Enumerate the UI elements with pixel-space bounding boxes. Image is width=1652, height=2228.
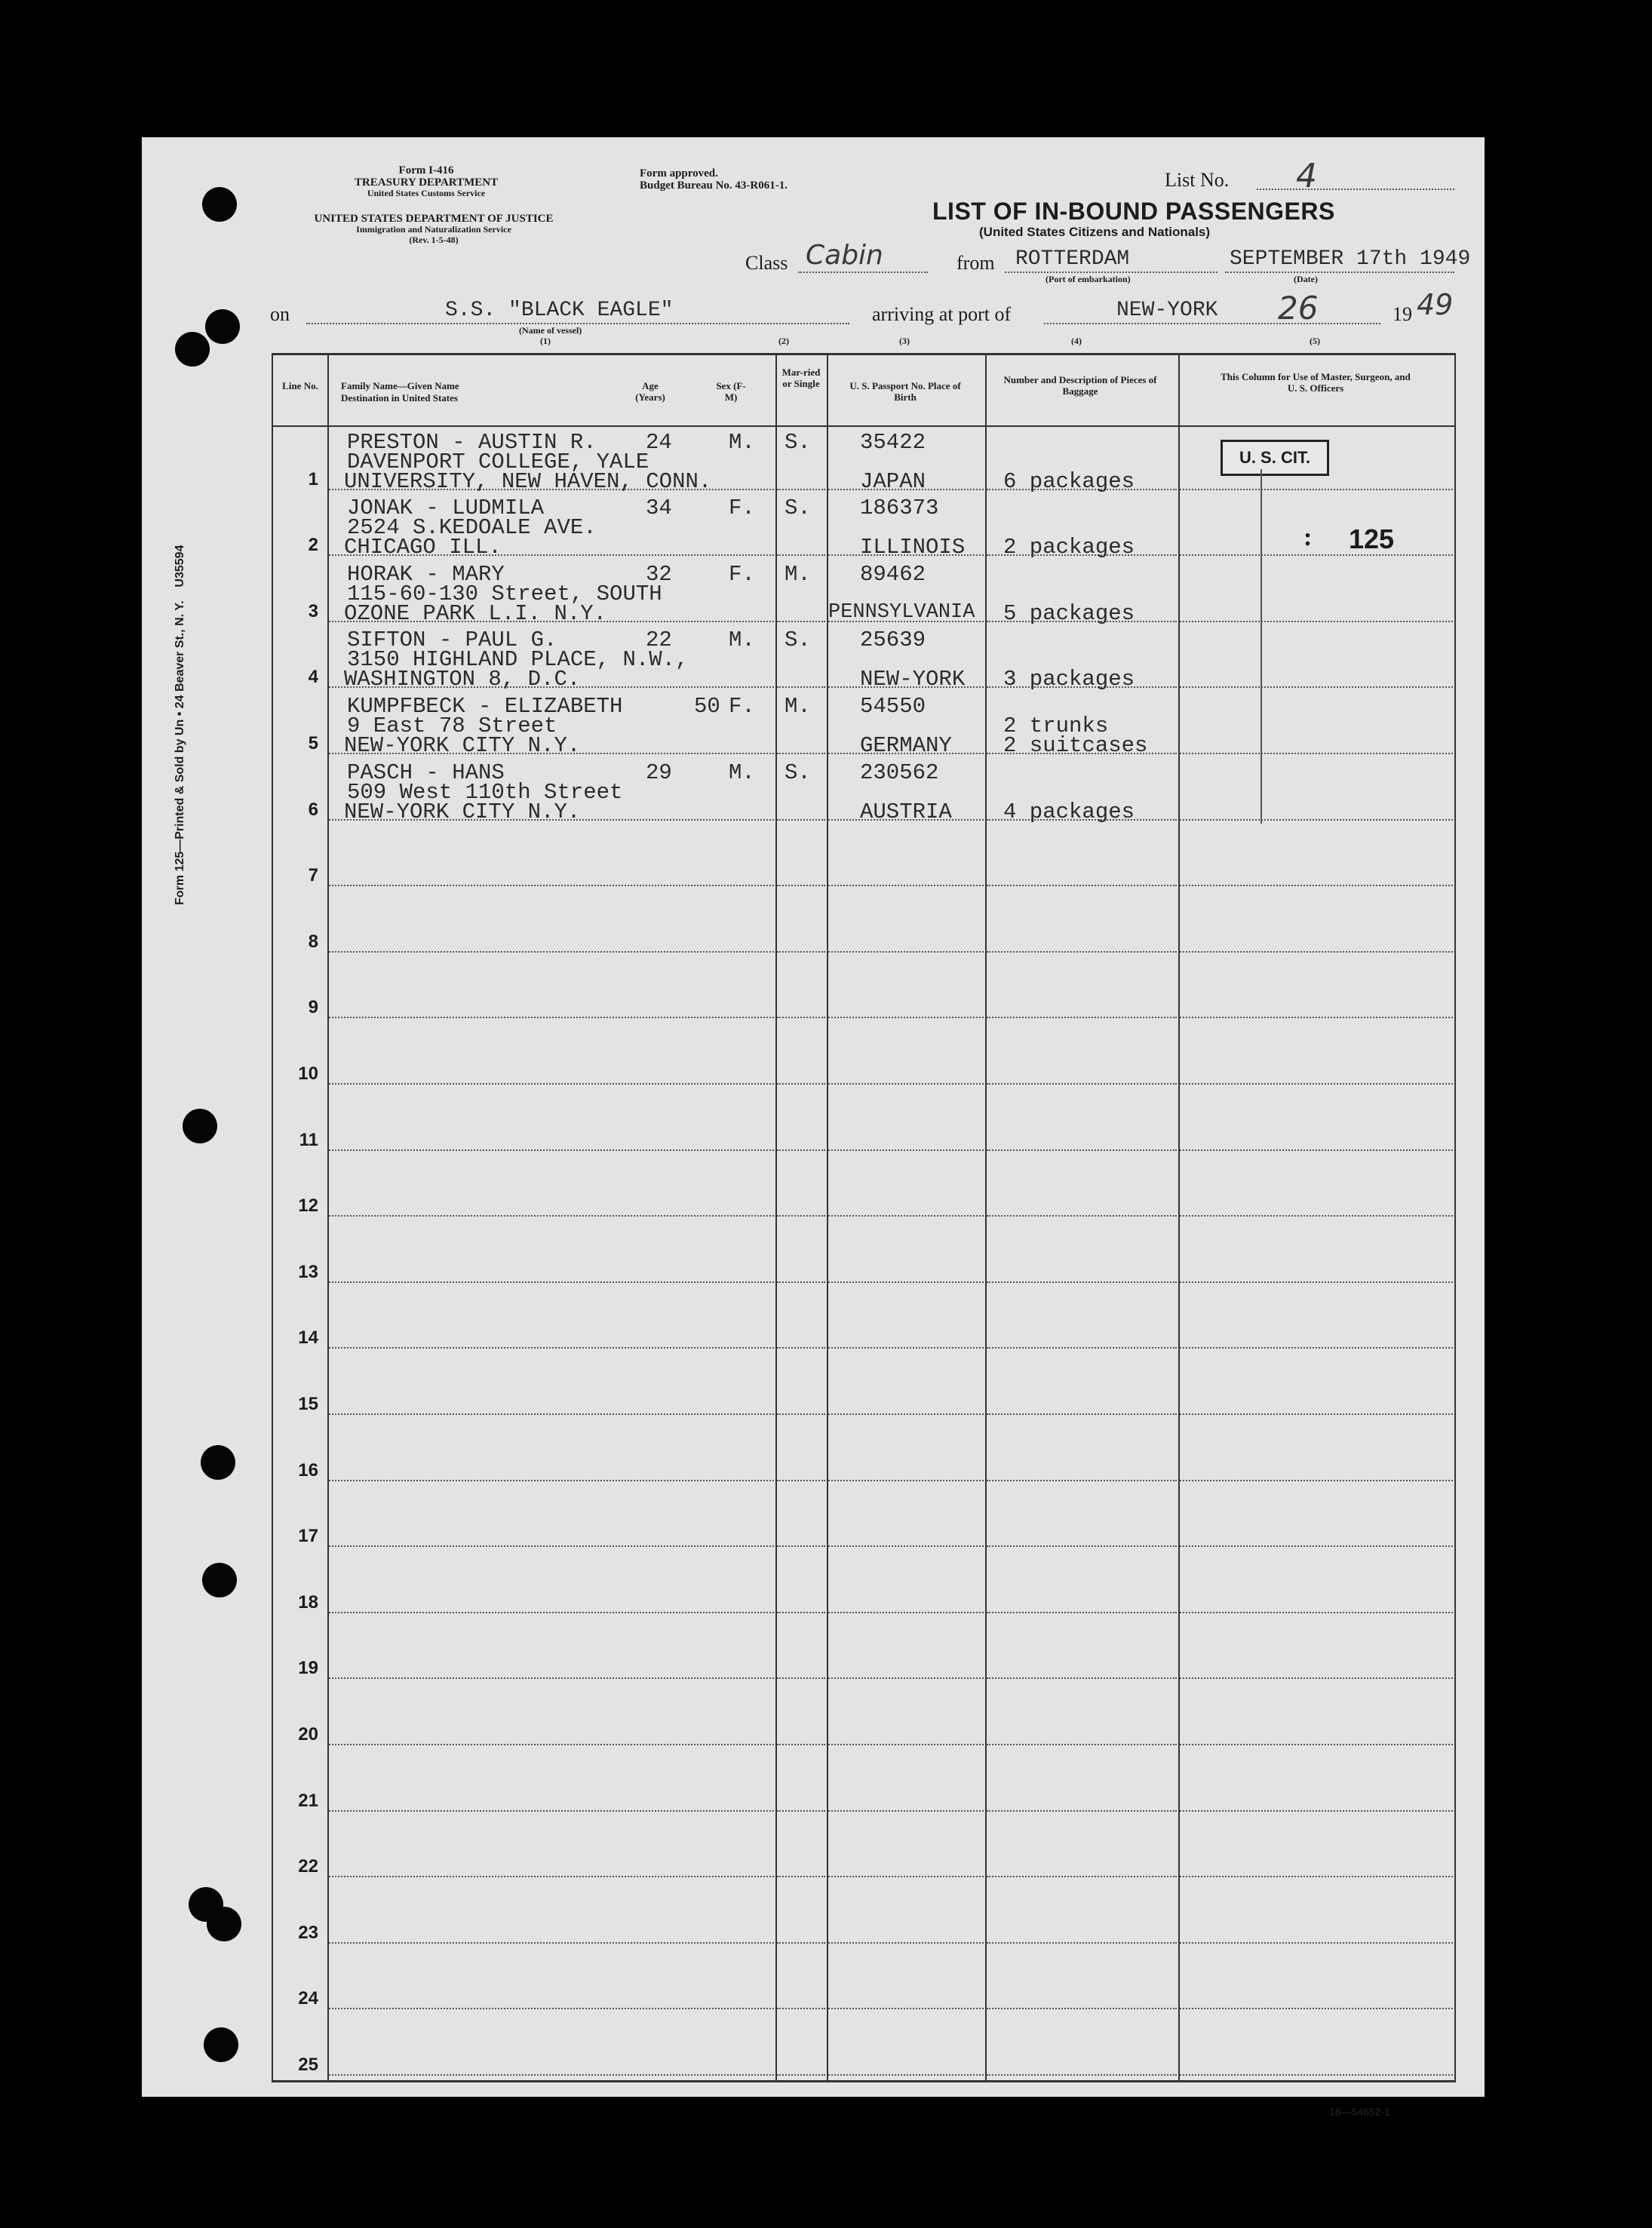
col-header-sex: Sex (F-M) bbox=[716, 380, 746, 403]
row-dotted-line bbox=[987, 1149, 1177, 1151]
col-header-line-no: Line No. bbox=[282, 380, 318, 391]
destination-line-1: 509 West 110th Street bbox=[347, 780, 623, 805]
passenger-name: HORAK - MARY bbox=[347, 562, 505, 587]
line-number: 13 bbox=[298, 1261, 318, 1282]
us-citizen-stamp: U. S. CIT. bbox=[1221, 440, 1329, 476]
arrival-line bbox=[1044, 323, 1380, 324]
class-line bbox=[798, 272, 928, 273]
row-dotted-line bbox=[777, 951, 825, 953]
row-dotted-line bbox=[329, 1942, 774, 1944]
passport-number: 25639 bbox=[860, 628, 926, 652]
row-dotted-line bbox=[1180, 1677, 1453, 1679]
row-dotted-line bbox=[828, 1612, 984, 1613]
passenger-name: PASCH - HANS bbox=[347, 760, 505, 785]
line-number: 15 bbox=[298, 1394, 318, 1414]
passenger-age: 34 bbox=[646, 496, 672, 520]
col-header-age: Age (Years) bbox=[635, 380, 665, 403]
row-dotted-line bbox=[828, 1744, 984, 1745]
vessel-name: S.S. "BLACK EAGLE" bbox=[445, 299, 674, 322]
passport-number: 54550 bbox=[860, 694, 926, 719]
form-approved: Form approved. bbox=[640, 167, 718, 180]
passenger-sex: M. bbox=[729, 760, 755, 785]
vessel-line bbox=[306, 323, 849, 324]
line-number: 22 bbox=[298, 1856, 318, 1877]
row-dotted-line bbox=[1180, 686, 1453, 688]
line-number: 1 bbox=[308, 468, 318, 489]
line-number: 7 bbox=[308, 865, 318, 886]
row-dotted-line bbox=[987, 1017, 1177, 1018]
col-num-5: (5) bbox=[1310, 336, 1320, 346]
place-of-birth: NEW-YORK bbox=[860, 667, 966, 692]
arriving-label: arriving at port of bbox=[872, 303, 1012, 325]
year-value: 49 bbox=[1417, 288, 1454, 321]
divider-passport bbox=[985, 353, 987, 2082]
list-no-value: 4 bbox=[1296, 157, 1317, 195]
baggage-line-2: 2 suitcases bbox=[1003, 733, 1148, 758]
row-dotted-line bbox=[777, 1942, 825, 1944]
row-dotted-line bbox=[329, 1810, 774, 1812]
row-dotted-line bbox=[828, 1017, 984, 1018]
row-dotted-line bbox=[1180, 1347, 1453, 1349]
border-left bbox=[272, 353, 273, 2082]
row-dotted-line bbox=[1180, 2008, 1453, 2009]
row-dotted-line bbox=[987, 1942, 1177, 1944]
row-dotted-line bbox=[329, 1876, 774, 1877]
row-dotted-line bbox=[777, 2074, 825, 2076]
row-dotted-line bbox=[1180, 1480, 1453, 1481]
officer-tally-line bbox=[1260, 469, 1262, 824]
destination-line-1: DAVENPORT COLLEGE, YALE bbox=[347, 450, 649, 474]
row-dotted-line bbox=[828, 1413, 984, 1415]
line-number: 8 bbox=[308, 931, 318, 952]
passenger-sex: F. bbox=[729, 496, 755, 520]
row-dotted-line bbox=[1180, 1413, 1453, 1415]
row-dotted-line bbox=[828, 1347, 984, 1349]
row-dotted-line bbox=[777, 621, 825, 622]
baggage-line-2: 3 packages bbox=[1003, 667, 1135, 692]
row-dotted-line bbox=[329, 1281, 774, 1283]
row-dotted-line bbox=[987, 1413, 1177, 1415]
row-dotted-line bbox=[777, 2008, 825, 2009]
passenger-status: S. bbox=[785, 430, 811, 455]
port-of-embarkation: ROTTERDAM bbox=[1015, 247, 1130, 271]
row-dotted-line bbox=[828, 2074, 984, 2076]
place-of-birth: PENNSYLVANIA bbox=[828, 601, 975, 624]
border-right bbox=[1454, 353, 1456, 2082]
row-dotted-line bbox=[777, 819, 825, 821]
line-number: 5 bbox=[308, 733, 318, 753]
revision: (Rev. 1-5-48) bbox=[409, 235, 459, 245]
col-header-married: Mar-ried or Single bbox=[781, 367, 821, 389]
table-bottom-border bbox=[272, 2080, 1456, 2082]
arrival-port: NEW-YORK bbox=[1116, 299, 1218, 322]
line-number: 25 bbox=[298, 2055, 318, 2075]
row-dotted-line bbox=[777, 554, 825, 556]
col-num-4: (4) bbox=[1071, 336, 1082, 346]
passenger-name: KUMPFBECK - ELIZABETH bbox=[347, 694, 623, 719]
row-dotted-line bbox=[777, 1149, 825, 1151]
line-number: 17 bbox=[298, 1526, 318, 1547]
passenger-age: 22 bbox=[646, 628, 672, 652]
row-dotted-line bbox=[329, 951, 774, 953]
footer-code: 16—54652-1 bbox=[1329, 2106, 1390, 2118]
arrival-day: 26 bbox=[1278, 290, 1319, 327]
baggage-line-1: 2 trunks bbox=[1003, 714, 1109, 738]
passenger-sex: F. bbox=[729, 694, 755, 719]
list-no-label: List No. bbox=[1165, 169, 1230, 191]
port-caption: (Port of embarkation) bbox=[1046, 274, 1131, 284]
row-dotted-line bbox=[828, 1942, 984, 1944]
passenger-age: 24 bbox=[646, 430, 672, 455]
divider-name bbox=[775, 353, 777, 2082]
colon-mark: : bbox=[1303, 523, 1313, 551]
customs-service: United States Customs Service bbox=[367, 188, 486, 198]
row-dotted-line bbox=[987, 1810, 1177, 1812]
divider-line-no bbox=[327, 353, 329, 2082]
officer-count: 125 bbox=[1349, 523, 1395, 554]
line-number: 9 bbox=[308, 997, 318, 1018]
row-dotted-line bbox=[329, 885, 774, 886]
row-dotted-line bbox=[987, 1347, 1177, 1349]
row-dotted-line bbox=[1180, 1017, 1453, 1018]
destination-line-1: 3150 HIGHLAND PLACE, N.W., bbox=[347, 647, 689, 672]
row-dotted-line bbox=[987, 885, 1177, 886]
row-dotted-line bbox=[329, 1149, 774, 1151]
row-dotted-line bbox=[777, 1744, 825, 1745]
line-number: 6 bbox=[308, 799, 318, 820]
place-of-birth: JAPAN bbox=[860, 469, 926, 494]
line-number: 3 bbox=[308, 600, 318, 621]
table-top-border bbox=[272, 353, 1456, 355]
destination-line-2: WASHINGTON 8, D.C. bbox=[344, 667, 581, 692]
row-dotted-line bbox=[1180, 1876, 1453, 1877]
row-dotted-line bbox=[987, 2074, 1177, 2076]
destination-line-1: 2524 S.KEDOALE AVE. bbox=[347, 515, 597, 540]
row-dotted-line bbox=[828, 1281, 984, 1283]
binder-hole bbox=[201, 1445, 235, 1480]
passenger-status: M. bbox=[785, 562, 811, 587]
row-dotted-line bbox=[777, 1347, 825, 1349]
line-number: 21 bbox=[298, 1790, 318, 1811]
row-dotted-line bbox=[828, 1677, 984, 1679]
treasury-department: TREASURY DEPARTMENT bbox=[354, 176, 499, 189]
row-dotted-line bbox=[828, 1149, 984, 1151]
row-dotted-line bbox=[1180, 1083, 1453, 1085]
passport-number: 230562 bbox=[860, 760, 939, 785]
port-line bbox=[1005, 272, 1218, 273]
row-dotted-line bbox=[329, 1612, 774, 1613]
date-caption: (Date) bbox=[1294, 274, 1318, 284]
row-dotted-line bbox=[828, 1876, 984, 1877]
form-number: Form I-416 bbox=[398, 164, 454, 176]
row-dotted-line bbox=[1180, 489, 1453, 490]
col-num-3: (3) bbox=[899, 336, 910, 346]
row-dotted-line bbox=[1180, 1942, 1453, 1944]
row-dotted-line bbox=[828, 1083, 984, 1085]
place-of-birth: AUSTRIA bbox=[860, 799, 952, 824]
passenger-name: SIFTON - PAUL G. bbox=[347, 628, 557, 652]
row-dotted-line bbox=[987, 951, 1177, 953]
row-dotted-line bbox=[329, 1017, 774, 1018]
on-label: on bbox=[270, 303, 290, 325]
baggage-line-2: 5 packages bbox=[1003, 601, 1135, 626]
row-dotted-line bbox=[329, 1545, 774, 1547]
row-dotted-line bbox=[987, 1612, 1177, 1613]
row-dotted-line bbox=[329, 1413, 774, 1415]
vessel-caption: (Name of vessel) bbox=[519, 325, 582, 336]
line-number: 4 bbox=[308, 667, 318, 688]
row-dotted-line bbox=[987, 1876, 1177, 1877]
passenger-sex: M. bbox=[729, 430, 755, 455]
row-dotted-line bbox=[777, 885, 825, 886]
row-dotted-line bbox=[329, 1215, 774, 1217]
manifest-page bbox=[142, 137, 1485, 2097]
passport-number: 186373 bbox=[860, 496, 939, 520]
destination-line-2: OZONE PARK L.I. N.Y. bbox=[344, 601, 607, 626]
row-dotted-line bbox=[777, 1545, 825, 1547]
line-number: 10 bbox=[298, 1063, 318, 1084]
row-dotted-line bbox=[987, 1083, 1177, 1085]
line-number: 11 bbox=[299, 1129, 318, 1150]
form-subtitle: (United States Citizens and Nationals) bbox=[979, 225, 1211, 239]
row-dotted-line bbox=[777, 753, 825, 754]
row-dotted-line bbox=[1180, 819, 1453, 821]
col-header-officers: This Column for Use of Master, Surgeon, and U. S. Officers bbox=[1221, 371, 1411, 394]
row-dotted-line bbox=[329, 1480, 774, 1481]
row-dotted-line bbox=[777, 1612, 825, 1613]
binder-hole bbox=[207, 1907, 241, 1941]
baggage-line-2: 6 packages bbox=[1003, 469, 1135, 494]
row-dotted-line bbox=[828, 951, 984, 953]
row-dotted-line bbox=[1180, 1215, 1453, 1217]
passenger-age: 29 bbox=[646, 760, 672, 785]
row-dotted-line bbox=[1180, 1810, 1453, 1812]
budget-bureau: Budget Bureau No. 43-R061-1. bbox=[640, 180, 788, 192]
passenger-status: S. bbox=[785, 760, 811, 785]
row-dotted-line bbox=[828, 1480, 984, 1481]
row-dotted-line bbox=[329, 1347, 774, 1349]
line-number: 2 bbox=[308, 535, 318, 556]
passenger-status: S. bbox=[785, 628, 811, 652]
date-line bbox=[1225, 272, 1454, 273]
row-dotted-line bbox=[329, 1744, 774, 1745]
line-number: 12 bbox=[298, 1195, 318, 1217]
passenger-status: S. bbox=[785, 496, 811, 520]
binder-hole bbox=[202, 1563, 237, 1597]
immigration-service: Immigration and Naturalization Service bbox=[356, 224, 511, 235]
row-dotted-line bbox=[987, 1215, 1177, 1217]
year-prefix: 19 bbox=[1393, 303, 1412, 325]
row-dotted-line bbox=[777, 686, 825, 688]
line-number: 16 bbox=[298, 1459, 318, 1481]
passenger-name: JONAK - LUDMILA bbox=[347, 496, 545, 520]
row-dotted-line bbox=[1180, 753, 1453, 754]
row-dotted-line bbox=[1180, 951, 1453, 953]
row-dotted-line bbox=[1180, 1281, 1453, 1283]
row-dotted-line bbox=[329, 2074, 774, 2076]
line-number: 23 bbox=[298, 1922, 318, 1943]
passenger-name: PRESTON - AUSTIN R. bbox=[347, 430, 597, 455]
destination-line-1: 115-60-130 Street, SOUTH bbox=[347, 582, 662, 606]
row-dotted-line bbox=[987, 1545, 1177, 1547]
row-dotted-line bbox=[777, 1876, 825, 1877]
passenger-sex: F. bbox=[729, 562, 755, 587]
list-no-line bbox=[1257, 189, 1454, 190]
row-dotted-line bbox=[1180, 1612, 1453, 1613]
row-dotted-line bbox=[828, 1545, 984, 1547]
line-number: 24 bbox=[298, 1988, 318, 2009]
row-dotted-line bbox=[1180, 1545, 1453, 1547]
place-of-birth: GERMANY bbox=[860, 733, 952, 758]
row-dotted-line bbox=[828, 2008, 984, 2009]
place-of-birth: ILLINOIS bbox=[860, 535, 966, 560]
row-dotted-line bbox=[329, 1677, 774, 1679]
passport-number: 35422 bbox=[860, 430, 926, 455]
row-dotted-line bbox=[777, 1083, 825, 1085]
row-dotted-line bbox=[1180, 885, 1453, 886]
form-title: LIST OF IN-BOUND PASSENGERS bbox=[932, 198, 1335, 225]
passenger-status: M. bbox=[785, 694, 811, 719]
line-number: 20 bbox=[298, 1724, 318, 1745]
row-dotted-line bbox=[777, 1215, 825, 1217]
destination-line-2: NEW-YORK CITY N.Y. bbox=[344, 799, 581, 824]
line-number: 18 bbox=[298, 1591, 318, 1613]
col-header-passport: U. S. Passport No. Place of Birth bbox=[849, 380, 961, 403]
destination-line-2: UNIVERSITY, NEW HAVEN, CONN. bbox=[344, 469, 712, 494]
line-number: 19 bbox=[298, 1658, 318, 1679]
row-dotted-line bbox=[777, 1413, 825, 1415]
row-dotted-line bbox=[987, 1744, 1177, 1745]
row-dotted-line bbox=[777, 1810, 825, 1812]
divider-baggage bbox=[1178, 353, 1180, 2082]
binder-hole bbox=[183, 1109, 217, 1143]
class-label: Class bbox=[745, 252, 788, 274]
col-header-baggage: Number and Description of Pieces of Baggage bbox=[1003, 374, 1157, 397]
baggage-line-2: 4 packages bbox=[1003, 799, 1135, 824]
row-dotted-line bbox=[777, 1480, 825, 1481]
row-dotted-line bbox=[1180, 2074, 1453, 2076]
row-dotted-line bbox=[828, 1215, 984, 1217]
row-dotted-line bbox=[828, 1810, 984, 1812]
baggage-line-2: 2 packages bbox=[1003, 535, 1135, 560]
row-dotted-line bbox=[828, 885, 984, 886]
col-header-name: Family Name—Given Name bbox=[341, 380, 459, 391]
passport-number: 89462 bbox=[860, 562, 926, 587]
row-dotted-line bbox=[1180, 1149, 1453, 1151]
passenger-age: 32 bbox=[646, 562, 672, 587]
date-value: SEPTEMBER 17th 1949 bbox=[1230, 247, 1471, 271]
row-dotted-line bbox=[777, 1017, 825, 1018]
row-dotted-line bbox=[987, 1480, 1177, 1481]
destination-line-2: CHICAGO ILL. bbox=[344, 535, 502, 560]
row-dotted-line bbox=[777, 1281, 825, 1283]
row-dotted-line bbox=[987, 1281, 1177, 1283]
from-label: from bbox=[957, 252, 995, 274]
row-dotted-line bbox=[987, 2008, 1177, 2009]
binder-hole bbox=[204, 2027, 238, 2062]
binder-hole bbox=[205, 309, 240, 344]
destination-line-1: 9 East 78 Street bbox=[347, 714, 557, 738]
row-dotted-line bbox=[1180, 1744, 1453, 1745]
row-dotted-line bbox=[1180, 621, 1453, 622]
row-dotted-line bbox=[987, 1677, 1177, 1679]
passenger-sex: M. bbox=[729, 628, 755, 652]
col-num-2: (2) bbox=[778, 336, 789, 346]
class-value: Cabin bbox=[806, 240, 883, 271]
binder-hole bbox=[175, 332, 210, 367]
col-num-1: (1) bbox=[540, 336, 551, 346]
destination-line-2: NEW-YORK CITY N.Y. bbox=[344, 733, 581, 758]
col-header-destination: Destination in United States bbox=[341, 392, 458, 404]
line-number: 14 bbox=[298, 1327, 318, 1349]
row-dotted-line bbox=[777, 489, 825, 490]
row-dotted-line bbox=[777, 1677, 825, 1679]
passenger-age: 50 bbox=[694, 694, 720, 719]
binder-hole bbox=[202, 187, 237, 222]
row-dotted-line bbox=[1180, 554, 1453, 556]
side-print-text: Form 125—Printed & Sold by Un • 24 Beaver St., N. Y. U35594 bbox=[173, 545, 186, 905]
header-bottom-border bbox=[272, 425, 1456, 427]
justice-department: UNITED STATES DEPARTMENT OF JUSTICE bbox=[314, 213, 554, 225]
row-dotted-line bbox=[329, 1083, 774, 1085]
row-dotted-line bbox=[329, 2008, 774, 2009]
